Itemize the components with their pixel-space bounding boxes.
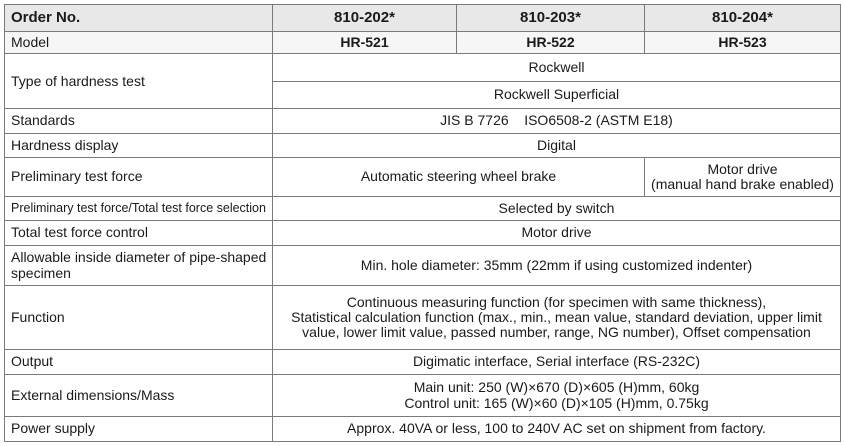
dims-value bbox=[273, 374, 841, 417]
dims-label: External dimensions/Mass bbox=[5, 374, 273, 417]
standards-label: Standards bbox=[5, 109, 273, 134]
order-no-1: 810-202* bbox=[273, 5, 457, 32]
order-no-2: 810-203* bbox=[457, 5, 645, 32]
function-line-2: Statistical calculation function (max., min., mean value, standard deviation, upper limit bbox=[291, 309, 822, 326]
pipe-label bbox=[5, 245, 273, 286]
model-3: HR-523 bbox=[645, 31, 841, 53]
type-label: Type of hardness test bbox=[5, 54, 273, 109]
model-2: HR-522 bbox=[457, 31, 645, 53]
pipe-label-line-1: Allowable inside diameter of pipe-shaped bbox=[11, 249, 267, 266]
power-row bbox=[5, 417, 841, 442]
preliminary-value-motor bbox=[645, 158, 841, 196]
type-value-superficial: Rockwell Superficial bbox=[273, 81, 841, 109]
model-row bbox=[5, 31, 841, 53]
preliminary-label: Preliminary test force bbox=[5, 158, 273, 196]
selection-row bbox=[5, 196, 841, 221]
dims-line-1: Main unit: 250 (W)×670 (D)×605 (H)mm, 60kg bbox=[413, 379, 700, 396]
type-value-rockwell: Rockwell bbox=[273, 54, 841, 82]
total-row bbox=[5, 221, 841, 246]
header-row bbox=[5, 5, 841, 32]
preliminary-row bbox=[5, 158, 841, 196]
function-value bbox=[273, 286, 841, 350]
power-label: Power supply bbox=[5, 417, 273, 442]
function-line-3: value, lower limit value, passed number, range, NG number), Offset compensation bbox=[302, 324, 811, 341]
model-label: Model bbox=[5, 31, 273, 53]
pipe-label-line-2: specimen bbox=[11, 264, 71, 281]
total-value: Motor drive bbox=[273, 221, 841, 246]
standards-value: JIS B 7726 ISO6508-2 (ASTM E18) bbox=[273, 109, 841, 134]
preliminary-value-brake: Automatic steering wheel brake bbox=[273, 158, 645, 196]
model-1: HR-521 bbox=[273, 31, 457, 53]
selection-value: Selected by switch bbox=[273, 196, 841, 221]
output-row bbox=[5, 350, 841, 375]
pipe-value: Min. hole diameter: 35mm (22mm if using customized indenter) bbox=[273, 245, 841, 286]
display-label: Hardness display bbox=[5, 133, 273, 158]
selection-label: Preliminary test force/Total test force selection bbox=[5, 196, 273, 221]
function-line-1: Continuous measuring function (for specimen with same thickness), bbox=[346, 293, 767, 310]
spec-table bbox=[4, 4, 841, 442]
function-label: Function bbox=[5, 286, 273, 350]
dims-row bbox=[5, 374, 841, 417]
pipe-row bbox=[5, 245, 841, 286]
dims-line-2: Control unit: 165 (W)×60 (D)×105 (H)mm, 0.75kg bbox=[404, 394, 709, 411]
preliminary-motor-line-1: Motor drive bbox=[707, 160, 778, 177]
display-value: Digital bbox=[273, 133, 841, 158]
display-row bbox=[5, 133, 841, 158]
order-no-3: 810-204* bbox=[645, 5, 841, 32]
output-value: Digimatic interface, Serial interface (RS-232C) bbox=[273, 350, 841, 375]
order-no-label: Order No. bbox=[5, 5, 273, 32]
function-row bbox=[5, 286, 841, 350]
type-row-1 bbox=[5, 54, 841, 82]
standards-row bbox=[5, 109, 841, 134]
output-label: Output bbox=[5, 350, 273, 375]
power-value: Approx. 40VA or less, 100 to 240V AC set on shipment from factory. bbox=[273, 417, 841, 442]
total-label: Total test force control bbox=[5, 221, 273, 246]
preliminary-motor-line-2: (manual hand brake enabled) bbox=[651, 176, 834, 193]
